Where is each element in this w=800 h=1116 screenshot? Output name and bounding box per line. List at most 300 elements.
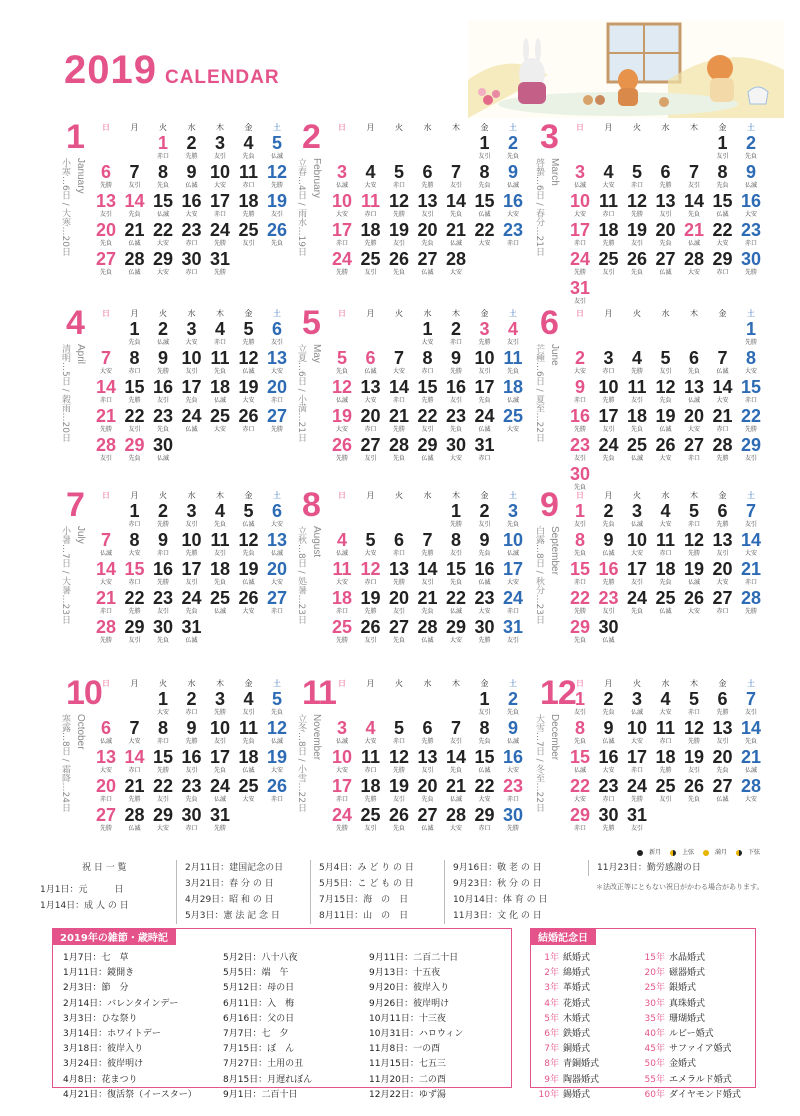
day-cell[interactable]	[566, 407, 594, 435]
day-cell[interactable]	[92, 777, 120, 805]
day-cell[interactable]	[121, 436, 149, 464]
day-cell[interactable]	[178, 250, 206, 278]
day-cell[interactable]	[471, 806, 499, 834]
day-cell[interactable]	[149, 690, 177, 718]
day-cell[interactable]	[623, 531, 651, 559]
day-cell[interactable]	[566, 531, 594, 559]
day-cell[interactable]	[92, 163, 120, 191]
day-cell[interactable]	[680, 378, 708, 406]
day-cell[interactable]	[595, 748, 623, 776]
day-cell[interactable]	[680, 163, 708, 191]
day-cell[interactable]	[149, 407, 177, 435]
day-cell[interactable]	[357, 531, 385, 559]
day-cell[interactable]	[178, 221, 206, 249]
day-cell[interactable]	[623, 806, 651, 834]
day-cell[interactable]	[680, 690, 708, 718]
day-cell[interactable]	[235, 192, 263, 220]
day-cell[interactable]	[652, 221, 680, 249]
day-cell[interactable]	[357, 777, 385, 805]
day-cell[interactable]	[178, 192, 206, 220]
day-cell[interactable]	[385, 719, 413, 747]
day-cell[interactable]	[178, 531, 206, 559]
day-cell[interactable]	[566, 250, 594, 278]
day-cell[interactable]	[235, 163, 263, 191]
day-cell[interactable]	[471, 221, 499, 249]
day-cell[interactable]	[235, 320, 263, 348]
day-cell[interactable]	[499, 589, 527, 617]
day-cell[interactable]	[328, 378, 356, 406]
day-cell[interactable]	[328, 192, 356, 220]
day-cell[interactable]	[414, 192, 442, 220]
day-cell[interactable]	[328, 349, 356, 377]
day-cell[interactable]	[206, 320, 234, 348]
day-cell[interactable]	[328, 719, 356, 747]
day-cell[interactable]	[442, 719, 470, 747]
day-cell[interactable]	[442, 618, 470, 646]
day-cell[interactable]	[652, 163, 680, 191]
day-cell[interactable]	[442, 560, 470, 588]
day-cell[interactable]	[385, 589, 413, 617]
day-cell[interactable]	[623, 690, 651, 718]
day-cell[interactable]	[121, 192, 149, 220]
day-cell[interactable]	[206, 560, 234, 588]
day-cell[interactable]	[566, 378, 594, 406]
day-cell[interactable]	[595, 378, 623, 406]
day-cell[interactable]	[92, 748, 120, 776]
day-cell[interactable]	[595, 618, 623, 646]
day-cell[interactable]	[680, 250, 708, 278]
day-cell[interactable]	[680, 560, 708, 588]
day-cell[interactable]	[499, 531, 527, 559]
day-cell[interactable]	[357, 192, 385, 220]
day-cell[interactable]	[737, 531, 765, 559]
day-cell[interactable]	[149, 719, 177, 747]
day-cell[interactable]	[235, 560, 263, 588]
day-cell[interactable]	[623, 378, 651, 406]
day-cell[interactable]	[623, 719, 651, 747]
day-cell[interactable]	[263, 719, 291, 747]
day-cell[interactable]	[737, 777, 765, 805]
day-cell[interactable]	[442, 221, 470, 249]
day-cell[interactable]	[595, 531, 623, 559]
day-cell[interactable]	[385, 531, 413, 559]
day-cell[interactable]	[263, 560, 291, 588]
day-cell[interactable]	[566, 192, 594, 220]
day-cell[interactable]	[623, 589, 651, 617]
day-cell[interactable]	[178, 349, 206, 377]
day-cell[interactable]	[92, 618, 120, 646]
day-cell[interactable]	[235, 221, 263, 249]
day-cell[interactable]	[623, 748, 651, 776]
day-cell[interactable]	[414, 531, 442, 559]
day-cell[interactable]	[442, 777, 470, 805]
day-cell[interactable]	[652, 589, 680, 617]
day-cell[interactable]	[263, 777, 291, 805]
day-cell[interactable]	[499, 320, 527, 348]
day-cell[interactable]	[499, 502, 527, 530]
day-cell[interactable]	[652, 777, 680, 805]
day-cell[interactable]	[206, 221, 234, 249]
day-cell[interactable]	[328, 407, 356, 435]
day-cell[interactable]	[385, 250, 413, 278]
day-cell[interactable]	[623, 192, 651, 220]
day-cell[interactable]	[121, 748, 149, 776]
day-cell[interactable]	[595, 250, 623, 278]
day-cell[interactable]	[442, 589, 470, 617]
day-cell[interactable]	[414, 407, 442, 435]
day-cell[interactable]	[566, 221, 594, 249]
day-cell[interactable]	[709, 589, 737, 617]
day-cell[interactable]	[709, 436, 737, 464]
day-cell[interactable]	[385, 777, 413, 805]
day-cell[interactable]	[595, 349, 623, 377]
day-cell[interactable]	[623, 349, 651, 377]
day-cell[interactable]	[235, 349, 263, 377]
day-cell[interactable]	[737, 221, 765, 249]
day-cell[interactable]	[235, 134, 263, 162]
day-cell[interactable]	[442, 250, 470, 278]
day-cell[interactable]	[357, 618, 385, 646]
day-cell[interactable]	[149, 134, 177, 162]
day-cell[interactable]	[414, 806, 442, 834]
day-cell[interactable]	[92, 806, 120, 834]
day-cell[interactable]	[121, 250, 149, 278]
day-cell[interactable]	[737, 378, 765, 406]
day-cell[interactable]	[623, 436, 651, 464]
day-cell[interactable]	[178, 378, 206, 406]
day-cell[interactable]	[442, 192, 470, 220]
day-cell[interactable]	[737, 690, 765, 718]
day-cell[interactable]	[680, 502, 708, 530]
day-cell[interactable]	[623, 407, 651, 435]
day-cell[interactable]	[499, 378, 527, 406]
day-cell[interactable]	[121, 589, 149, 617]
day-cell[interactable]	[206, 531, 234, 559]
day-cell[interactable]	[178, 690, 206, 718]
day-cell[interactable]	[178, 134, 206, 162]
day-cell[interactable]	[357, 378, 385, 406]
day-cell[interactable]	[121, 806, 149, 834]
day-cell[interactable]	[178, 748, 206, 776]
day-cell[interactable]	[263, 407, 291, 435]
day-cell[interactable]	[499, 748, 527, 776]
day-cell[interactable]	[566, 279, 594, 307]
day-cell[interactable]	[442, 436, 470, 464]
day-cell[interactable]	[385, 748, 413, 776]
day-cell[interactable]	[206, 134, 234, 162]
day-cell[interactable]	[652, 436, 680, 464]
day-cell[interactable]	[566, 748, 594, 776]
day-cell[interactable]	[499, 349, 527, 377]
day-cell[interactable]	[235, 531, 263, 559]
day-cell[interactable]	[385, 163, 413, 191]
day-cell[interactable]	[709, 221, 737, 249]
day-cell[interactable]	[737, 320, 765, 348]
day-cell[interactable]	[385, 407, 413, 435]
day-cell[interactable]	[709, 719, 737, 747]
day-cell[interactable]	[471, 719, 499, 747]
day-cell[interactable]	[471, 560, 499, 588]
day-cell[interactable]	[206, 806, 234, 834]
day-cell[interactable]	[235, 748, 263, 776]
day-cell[interactable]	[737, 719, 765, 747]
day-cell[interactable]	[595, 560, 623, 588]
day-cell[interactable]	[709, 560, 737, 588]
day-cell[interactable]	[121, 531, 149, 559]
day-cell[interactable]	[737, 589, 765, 617]
day-cell[interactable]	[121, 221, 149, 249]
day-cell[interactable]	[328, 560, 356, 588]
day-cell[interactable]	[709, 502, 737, 530]
day-cell[interactable]	[178, 777, 206, 805]
day-cell[interactable]	[92, 531, 120, 559]
day-cell[interactable]	[385, 436, 413, 464]
day-cell[interactable]	[357, 407, 385, 435]
day-cell[interactable]	[357, 806, 385, 834]
day-cell[interactable]	[652, 748, 680, 776]
day-cell[interactable]	[471, 407, 499, 435]
day-cell[interactable]	[206, 378, 234, 406]
day-cell[interactable]	[328, 806, 356, 834]
day-cell[interactable]	[737, 250, 765, 278]
day-cell[interactable]	[328, 618, 356, 646]
day-cell[interactable]	[737, 163, 765, 191]
day-cell[interactable]	[566, 349, 594, 377]
day-cell[interactable]	[263, 163, 291, 191]
day-cell[interactable]	[680, 589, 708, 617]
day-cell[interactable]	[206, 502, 234, 530]
day-cell[interactable]	[357, 349, 385, 377]
day-cell[interactable]	[178, 560, 206, 588]
day-cell[interactable]	[737, 192, 765, 220]
day-cell[interactable]	[206, 163, 234, 191]
day-cell[interactable]	[595, 192, 623, 220]
day-cell[interactable]	[471, 502, 499, 530]
day-cell[interactable]	[206, 250, 234, 278]
day-cell[interactable]	[471, 589, 499, 617]
day-cell[interactable]	[328, 436, 356, 464]
day-cell[interactable]	[652, 502, 680, 530]
day-cell[interactable]	[263, 134, 291, 162]
day-cell[interactable]	[709, 192, 737, 220]
day-cell[interactable]	[178, 502, 206, 530]
day-cell[interactable]	[178, 320, 206, 348]
day-cell[interactable]	[92, 560, 120, 588]
day-cell[interactable]	[357, 589, 385, 617]
day-cell[interactable]	[414, 560, 442, 588]
day-cell[interactable]	[414, 163, 442, 191]
day-cell[interactable]	[442, 748, 470, 776]
day-cell[interactable]	[566, 690, 594, 718]
day-cell[interactable]	[442, 349, 470, 377]
day-cell[interactable]	[499, 690, 527, 718]
day-cell[interactable]	[263, 589, 291, 617]
day-cell[interactable]	[499, 618, 527, 646]
day-cell[interactable]	[471, 163, 499, 191]
day-cell[interactable]	[92, 436, 120, 464]
day-cell[interactable]	[709, 407, 737, 435]
day-cell[interactable]	[623, 502, 651, 530]
day-cell[interactable]	[709, 349, 737, 377]
day-cell[interactable]	[414, 378, 442, 406]
day-cell[interactable]	[235, 502, 263, 530]
day-cell[interactable]	[442, 531, 470, 559]
day-cell[interactable]	[328, 250, 356, 278]
day-cell[interactable]	[499, 221, 527, 249]
day-cell[interactable]	[328, 221, 356, 249]
day-cell[interactable]	[442, 407, 470, 435]
day-cell[interactable]	[566, 719, 594, 747]
day-cell[interactable]	[385, 618, 413, 646]
day-cell[interactable]	[680, 531, 708, 559]
day-cell[interactable]	[652, 192, 680, 220]
day-cell[interactable]	[595, 690, 623, 718]
day-cell[interactable]	[680, 777, 708, 805]
day-cell[interactable]	[263, 748, 291, 776]
day-cell[interactable]	[149, 589, 177, 617]
day-cell[interactable]	[737, 748, 765, 776]
day-cell[interactable]	[149, 192, 177, 220]
day-cell[interactable]	[328, 589, 356, 617]
day-cell[interactable]	[206, 407, 234, 435]
day-cell[interactable]	[709, 748, 737, 776]
day-cell[interactable]	[709, 378, 737, 406]
day-cell[interactable]	[206, 192, 234, 220]
day-cell[interactable]	[471, 777, 499, 805]
day-cell[interactable]	[680, 221, 708, 249]
day-cell[interactable]	[566, 806, 594, 834]
day-cell[interactable]	[121, 378, 149, 406]
day-cell[interactable]	[471, 531, 499, 559]
day-cell[interactable]	[178, 163, 206, 191]
day-cell[interactable]	[206, 777, 234, 805]
day-cell[interactable]	[471, 378, 499, 406]
day-cell[interactable]	[121, 777, 149, 805]
day-cell[interactable]	[121, 320, 149, 348]
day-cell[interactable]	[235, 719, 263, 747]
day-cell[interactable]	[414, 349, 442, 377]
day-cell[interactable]	[263, 221, 291, 249]
day-cell[interactable]	[149, 806, 177, 834]
day-cell[interactable]	[709, 777, 737, 805]
day-cell[interactable]	[328, 163, 356, 191]
day-cell[interactable]	[149, 163, 177, 191]
day-cell[interactable]	[499, 134, 527, 162]
day-cell[interactable]	[92, 349, 120, 377]
day-cell[interactable]	[595, 436, 623, 464]
day-cell[interactable]	[149, 560, 177, 588]
day-cell[interactable]	[414, 320, 442, 348]
day-cell[interactable]	[235, 777, 263, 805]
day-cell[interactable]	[623, 221, 651, 249]
day-cell[interactable]	[121, 560, 149, 588]
day-cell[interactable]	[121, 502, 149, 530]
day-cell[interactable]	[414, 436, 442, 464]
day-cell[interactable]	[121, 163, 149, 191]
day-cell[interactable]	[499, 407, 527, 435]
day-cell[interactable]	[357, 719, 385, 747]
day-cell[interactable]	[623, 777, 651, 805]
day-cell[interactable]	[263, 502, 291, 530]
day-cell[interactable]	[235, 407, 263, 435]
day-cell[interactable]	[652, 407, 680, 435]
day-cell[interactable]	[737, 436, 765, 464]
day-cell[interactable]	[471, 436, 499, 464]
day-cell[interactable]	[385, 192, 413, 220]
day-cell[interactable]	[566, 502, 594, 530]
day-cell[interactable]	[178, 719, 206, 747]
day-cell[interactable]	[499, 777, 527, 805]
day-cell[interactable]	[471, 618, 499, 646]
day-cell[interactable]	[149, 777, 177, 805]
day-cell[interactable]	[414, 748, 442, 776]
day-cell[interactable]	[357, 560, 385, 588]
day-cell[interactable]	[471, 748, 499, 776]
day-cell[interactable]	[709, 163, 737, 191]
day-cell[interactable]	[263, 192, 291, 220]
day-cell[interactable]	[178, 589, 206, 617]
day-cell[interactable]	[652, 719, 680, 747]
day-cell[interactable]	[92, 407, 120, 435]
day-cell[interactable]	[149, 531, 177, 559]
day-cell[interactable]	[595, 806, 623, 834]
day-cell[interactable]	[499, 806, 527, 834]
day-cell[interactable]	[652, 349, 680, 377]
day-cell[interactable]	[471, 320, 499, 348]
day-cell[interactable]	[178, 618, 206, 646]
day-cell[interactable]	[263, 320, 291, 348]
day-cell[interactable]	[414, 719, 442, 747]
day-cell[interactable]	[737, 134, 765, 162]
day-cell[interactable]	[737, 407, 765, 435]
day-cell[interactable]	[737, 560, 765, 588]
day-cell[interactable]	[92, 719, 120, 747]
day-cell[interactable]	[442, 320, 470, 348]
day-cell[interactable]	[328, 777, 356, 805]
day-cell[interactable]	[442, 378, 470, 406]
day-cell[interactable]	[595, 502, 623, 530]
day-cell[interactable]	[92, 192, 120, 220]
day-cell[interactable]	[595, 719, 623, 747]
day-cell[interactable]	[499, 560, 527, 588]
day-cell[interactable]	[680, 719, 708, 747]
day-cell[interactable]	[385, 560, 413, 588]
day-cell[interactable]	[206, 589, 234, 617]
day-cell[interactable]	[680, 748, 708, 776]
day-cell[interactable]	[414, 618, 442, 646]
day-cell[interactable]	[680, 349, 708, 377]
day-cell[interactable]	[149, 436, 177, 464]
day-cell[interactable]	[566, 777, 594, 805]
day-cell[interactable]	[357, 250, 385, 278]
day-cell[interactable]	[357, 163, 385, 191]
day-cell[interactable]	[206, 719, 234, 747]
day-cell[interactable]	[595, 221, 623, 249]
day-cell[interactable]	[414, 250, 442, 278]
day-cell[interactable]	[566, 560, 594, 588]
day-cell[interactable]	[709, 531, 737, 559]
day-cell[interactable]	[263, 531, 291, 559]
day-cell[interactable]	[595, 163, 623, 191]
day-cell[interactable]	[680, 192, 708, 220]
day-cell[interactable]	[680, 407, 708, 435]
day-cell[interactable]	[709, 250, 737, 278]
day-cell[interactable]	[206, 748, 234, 776]
day-cell[interactable]	[595, 407, 623, 435]
day-cell[interactable]	[737, 349, 765, 377]
day-cell[interactable]	[385, 221, 413, 249]
day-cell[interactable]	[385, 378, 413, 406]
